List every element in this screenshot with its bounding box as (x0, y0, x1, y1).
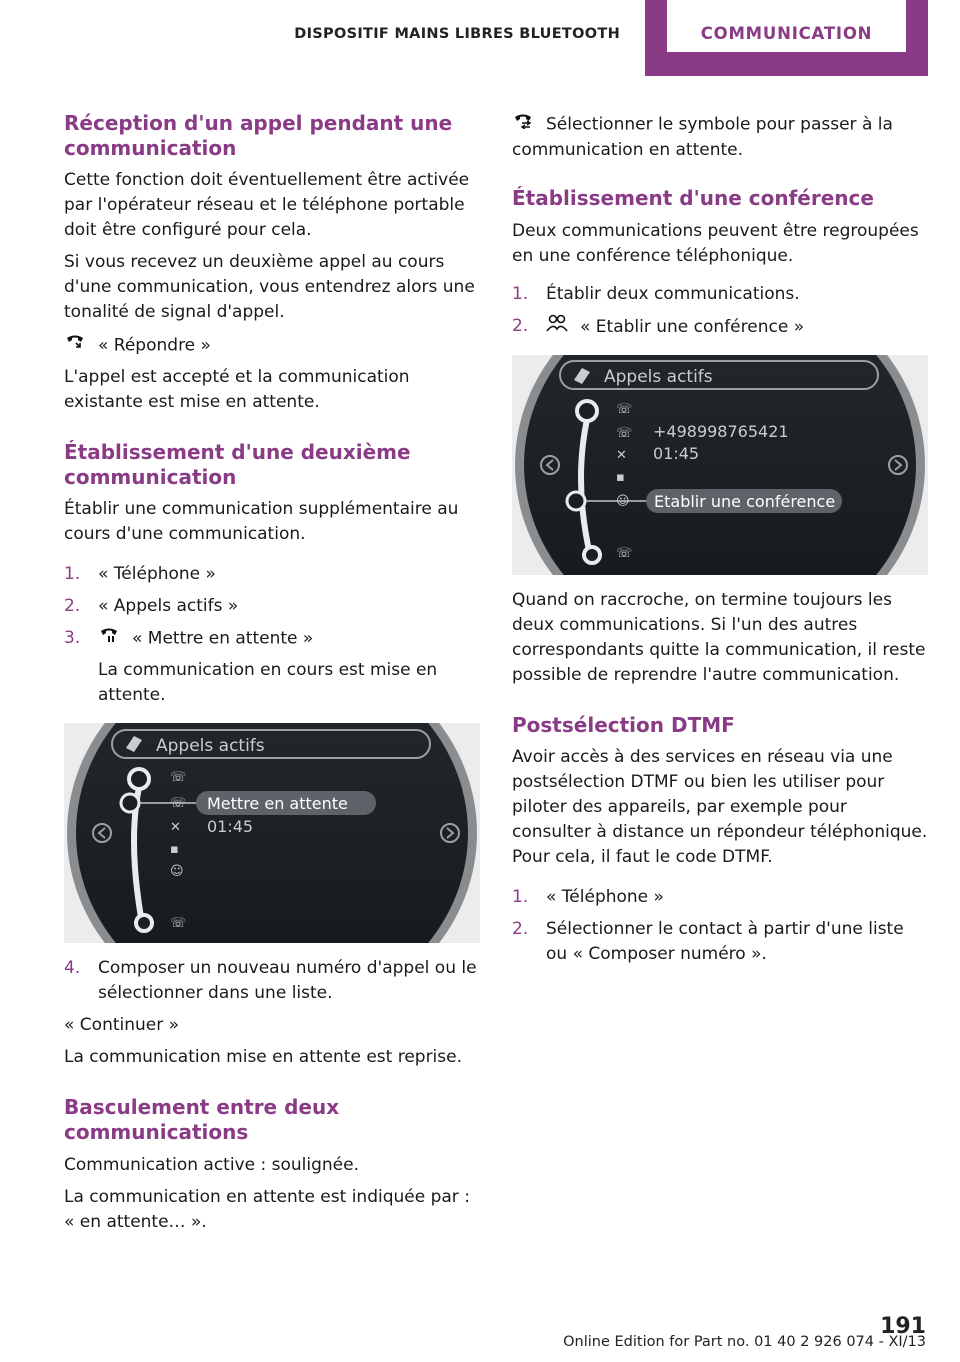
conference-icon (546, 314, 568, 340)
svg-text:☏: ☏ (616, 426, 633, 441)
screen-selected: Mettre en attente (207, 794, 348, 813)
svg-text:✕: ✕ (170, 820, 181, 835)
answer-label: « Répondre » (98, 335, 211, 356)
answer-instruction (64, 333, 480, 359)
paragraph: Cette fonction doit éventuellement être activée par l'opérateur réseau et le téléphone portable doit être configuré pour cela. (64, 170, 470, 240)
step-note: La communication en cours est mise en attente. (98, 660, 438, 705)
display-screenshot-hold (64, 723, 480, 943)
svg-text:✕: ✕ (616, 448, 627, 463)
heading-switch-calls: Basculement entre deux communications (64, 1095, 340, 1144)
paragraph: La communication en attente est indiquée par : « en attente… ». (64, 1187, 470, 1232)
screen-title: Appels actifs (604, 367, 713, 387)
heading-second-call: Établissement d'une deuxième communication (64, 440, 411, 489)
svg-text:☏: ☏ (170, 916, 187, 931)
svg-text:☏: ☏ (616, 402, 633, 417)
paragraph: Communication active : soulignée. (64, 1155, 359, 1175)
phone-answer-icon (64, 333, 86, 358)
svg-text:☺: ☺ (170, 864, 184, 879)
screen-title: Appels actifs (156, 736, 265, 756)
svg-text:▪: ▪ (616, 470, 625, 485)
screen-selected: Etablir une conférence (654, 492, 836, 511)
display-screenshot-conference (512, 355, 928, 575)
continue-instruction: « Continuer » (64, 1015, 180, 1035)
page-number: 191 (880, 1314, 926, 1339)
chapter-title: COMMUNICATION (667, 0, 906, 52)
paragraph: Sélectionner le symbole pour passer à la communication en attente. (512, 112, 928, 163)
screen-number: +498998765421 (653, 422, 789, 441)
paragraph: Établir une communication supplémentaire au cours d'une communication. (64, 499, 459, 544)
svg-text:☏: ☏ (616, 546, 633, 561)
paragraph: Quand on raccroche, on termine toujours les deux communications. Si l'un des autres correspondants quitte la communication, il reste possible de reprendre l'autre communication. (512, 590, 926, 685)
paragraph: L'appel est accepté et la communication existante est mise en attente. (64, 367, 410, 412)
svg-text:▪: ▪ (170, 842, 179, 857)
section-title: DISPOSITIF MAINS LIBRES BLUETOOTH (294, 26, 620, 42)
hold-call-icon (98, 626, 120, 651)
paragraph: La communication mise en attente est reprise. (64, 1047, 462, 1067)
paragraph: Deux communications peuvent être regroupées en une conférence téléphonique. (512, 221, 919, 266)
paragraph: Avoir accès à des services en réseau via une postsélection DTMF ou bien les utiliser pour piloter des appareils, par exemple pour consulter à distance un répondeur téléphonique. Pour cela, il faut le code DTMF. (512, 747, 928, 867)
heading-call-waiting: Réception d'un appel pendant une communication (64, 111, 453, 160)
screen-time: 01:45 (653, 444, 700, 463)
edition-note: Online Edition for Part no. 01 40 2 926 074 - XI/13 (563, 1334, 926, 1350)
heading-conference: Établissement d'une conférence (512, 186, 874, 210)
svg-text:☏: ☏ (170, 796, 187, 811)
screen-time: 01:45 (207, 817, 254, 836)
svg-text:☺: ☺ (616, 494, 630, 509)
swap-call-icon (512, 112, 534, 137)
svg-text:☏: ☏ (170, 770, 187, 785)
heading-dtmf: Postsélection DTMF (512, 713, 735, 737)
paragraph: Si vous recevez un deuxième appel au cours d'une communication, vous entendrez alors une tonalité de signal d'appel. (64, 252, 475, 322)
chapter-tab (645, 0, 928, 76)
